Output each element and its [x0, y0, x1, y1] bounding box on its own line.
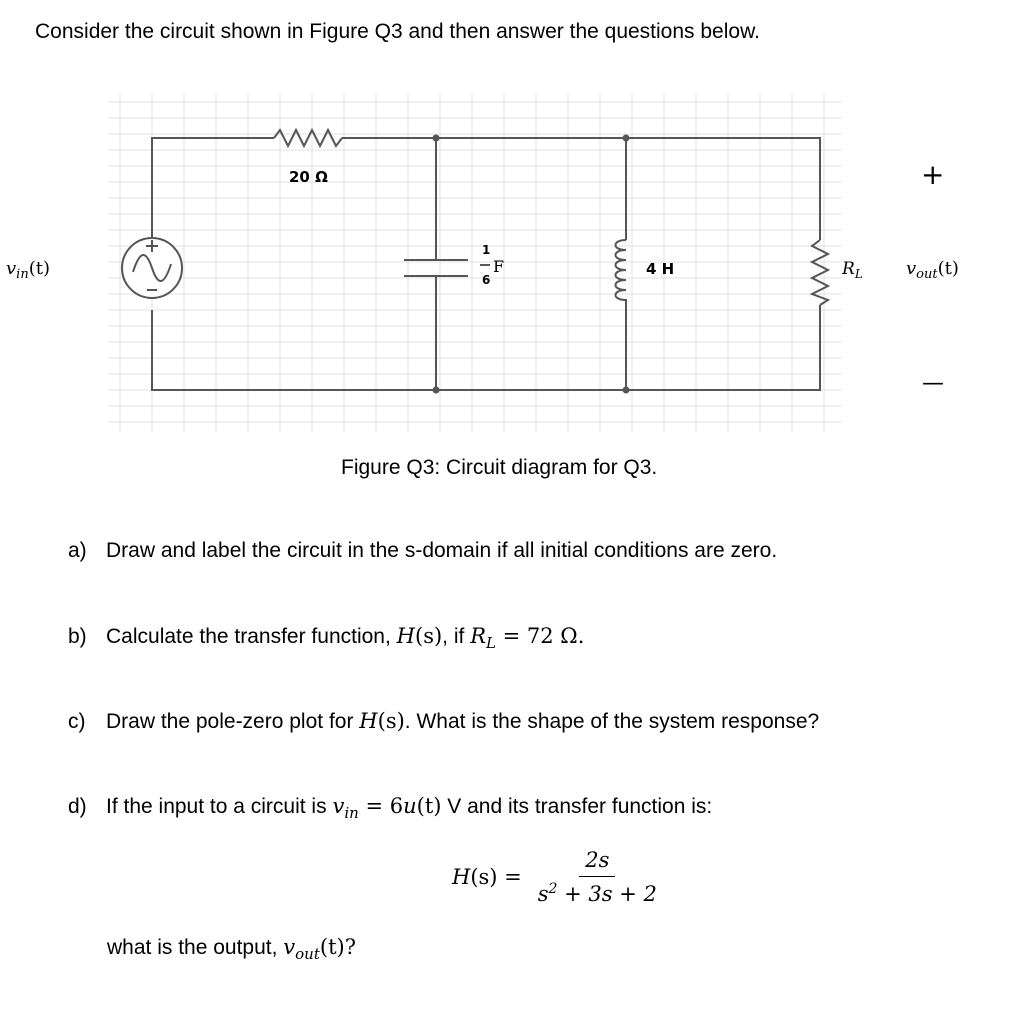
transfer-function: [452, 848, 663, 906]
question-a: [68, 539, 777, 563]
question-d-label: d): [68, 795, 87, 818]
capacitor-unit: F: [493, 257, 505, 276]
wire-top-right: [342, 138, 820, 240]
load-label: $R_L$: [842, 259, 863, 281]
inductor-coil: [616, 240, 627, 305]
tf-lhs: H(s) =: [452, 864, 522, 889]
question-c-label: c): [68, 710, 86, 733]
question-c: c) Draw the pole-zero plot for H(s). What is the shape of the system response?: [68, 709, 820, 733]
inductor-label: 4 H: [646, 260, 675, 278]
ac-source-icon: [122, 238, 182, 298]
load-resistor: [812, 240, 828, 305]
question-b-label: b): [68, 625, 87, 648]
tf-fraction: [532, 848, 663, 906]
intro-text: Consider the circuit shown in Figure Q3 and then answer the questions below.: [35, 20, 760, 43]
question-b: b) Calculate the transfer function, H(s), if $R_L = 72$ Ω.: [68, 624, 585, 653]
figure-caption: Figure Q3: Circuit diagram for Q3.: [341, 456, 658, 479]
question-d: d) If the input to a circuit is $v_{in} = 6u(t)$ V and its transfer function is:: [68, 794, 713, 823]
question-d-tail: what is the output, $v_{out}(t)$?: [107, 935, 356, 964]
grid-background: [108, 94, 842, 432]
tf-numerator: 2s: [579, 848, 615, 877]
question-a-label: a): [68, 539, 87, 562]
resistor-20-ohm: [274, 130, 342, 146]
circuit-diagram: [0, 90, 1018, 440]
capacitor-den: 6: [482, 273, 491, 287]
output-plus: +: [921, 158, 945, 191]
capacitor-num: 1: [482, 243, 491, 257]
tf-denominator: $s^2 + 3s + 2$: [537, 881, 657, 906]
question-a-text: Draw and label the circuit in the s-domain if all initial conditions are zero.: [106, 539, 778, 562]
output-label: $v_{out}(t)$: [906, 258, 959, 282]
output-minus: —: [922, 371, 944, 396]
resistor-label: 20 Ω: [289, 168, 328, 186]
wire-bottom: [152, 305, 820, 390]
source-label: $v_{in}(t)$: [6, 258, 50, 282]
